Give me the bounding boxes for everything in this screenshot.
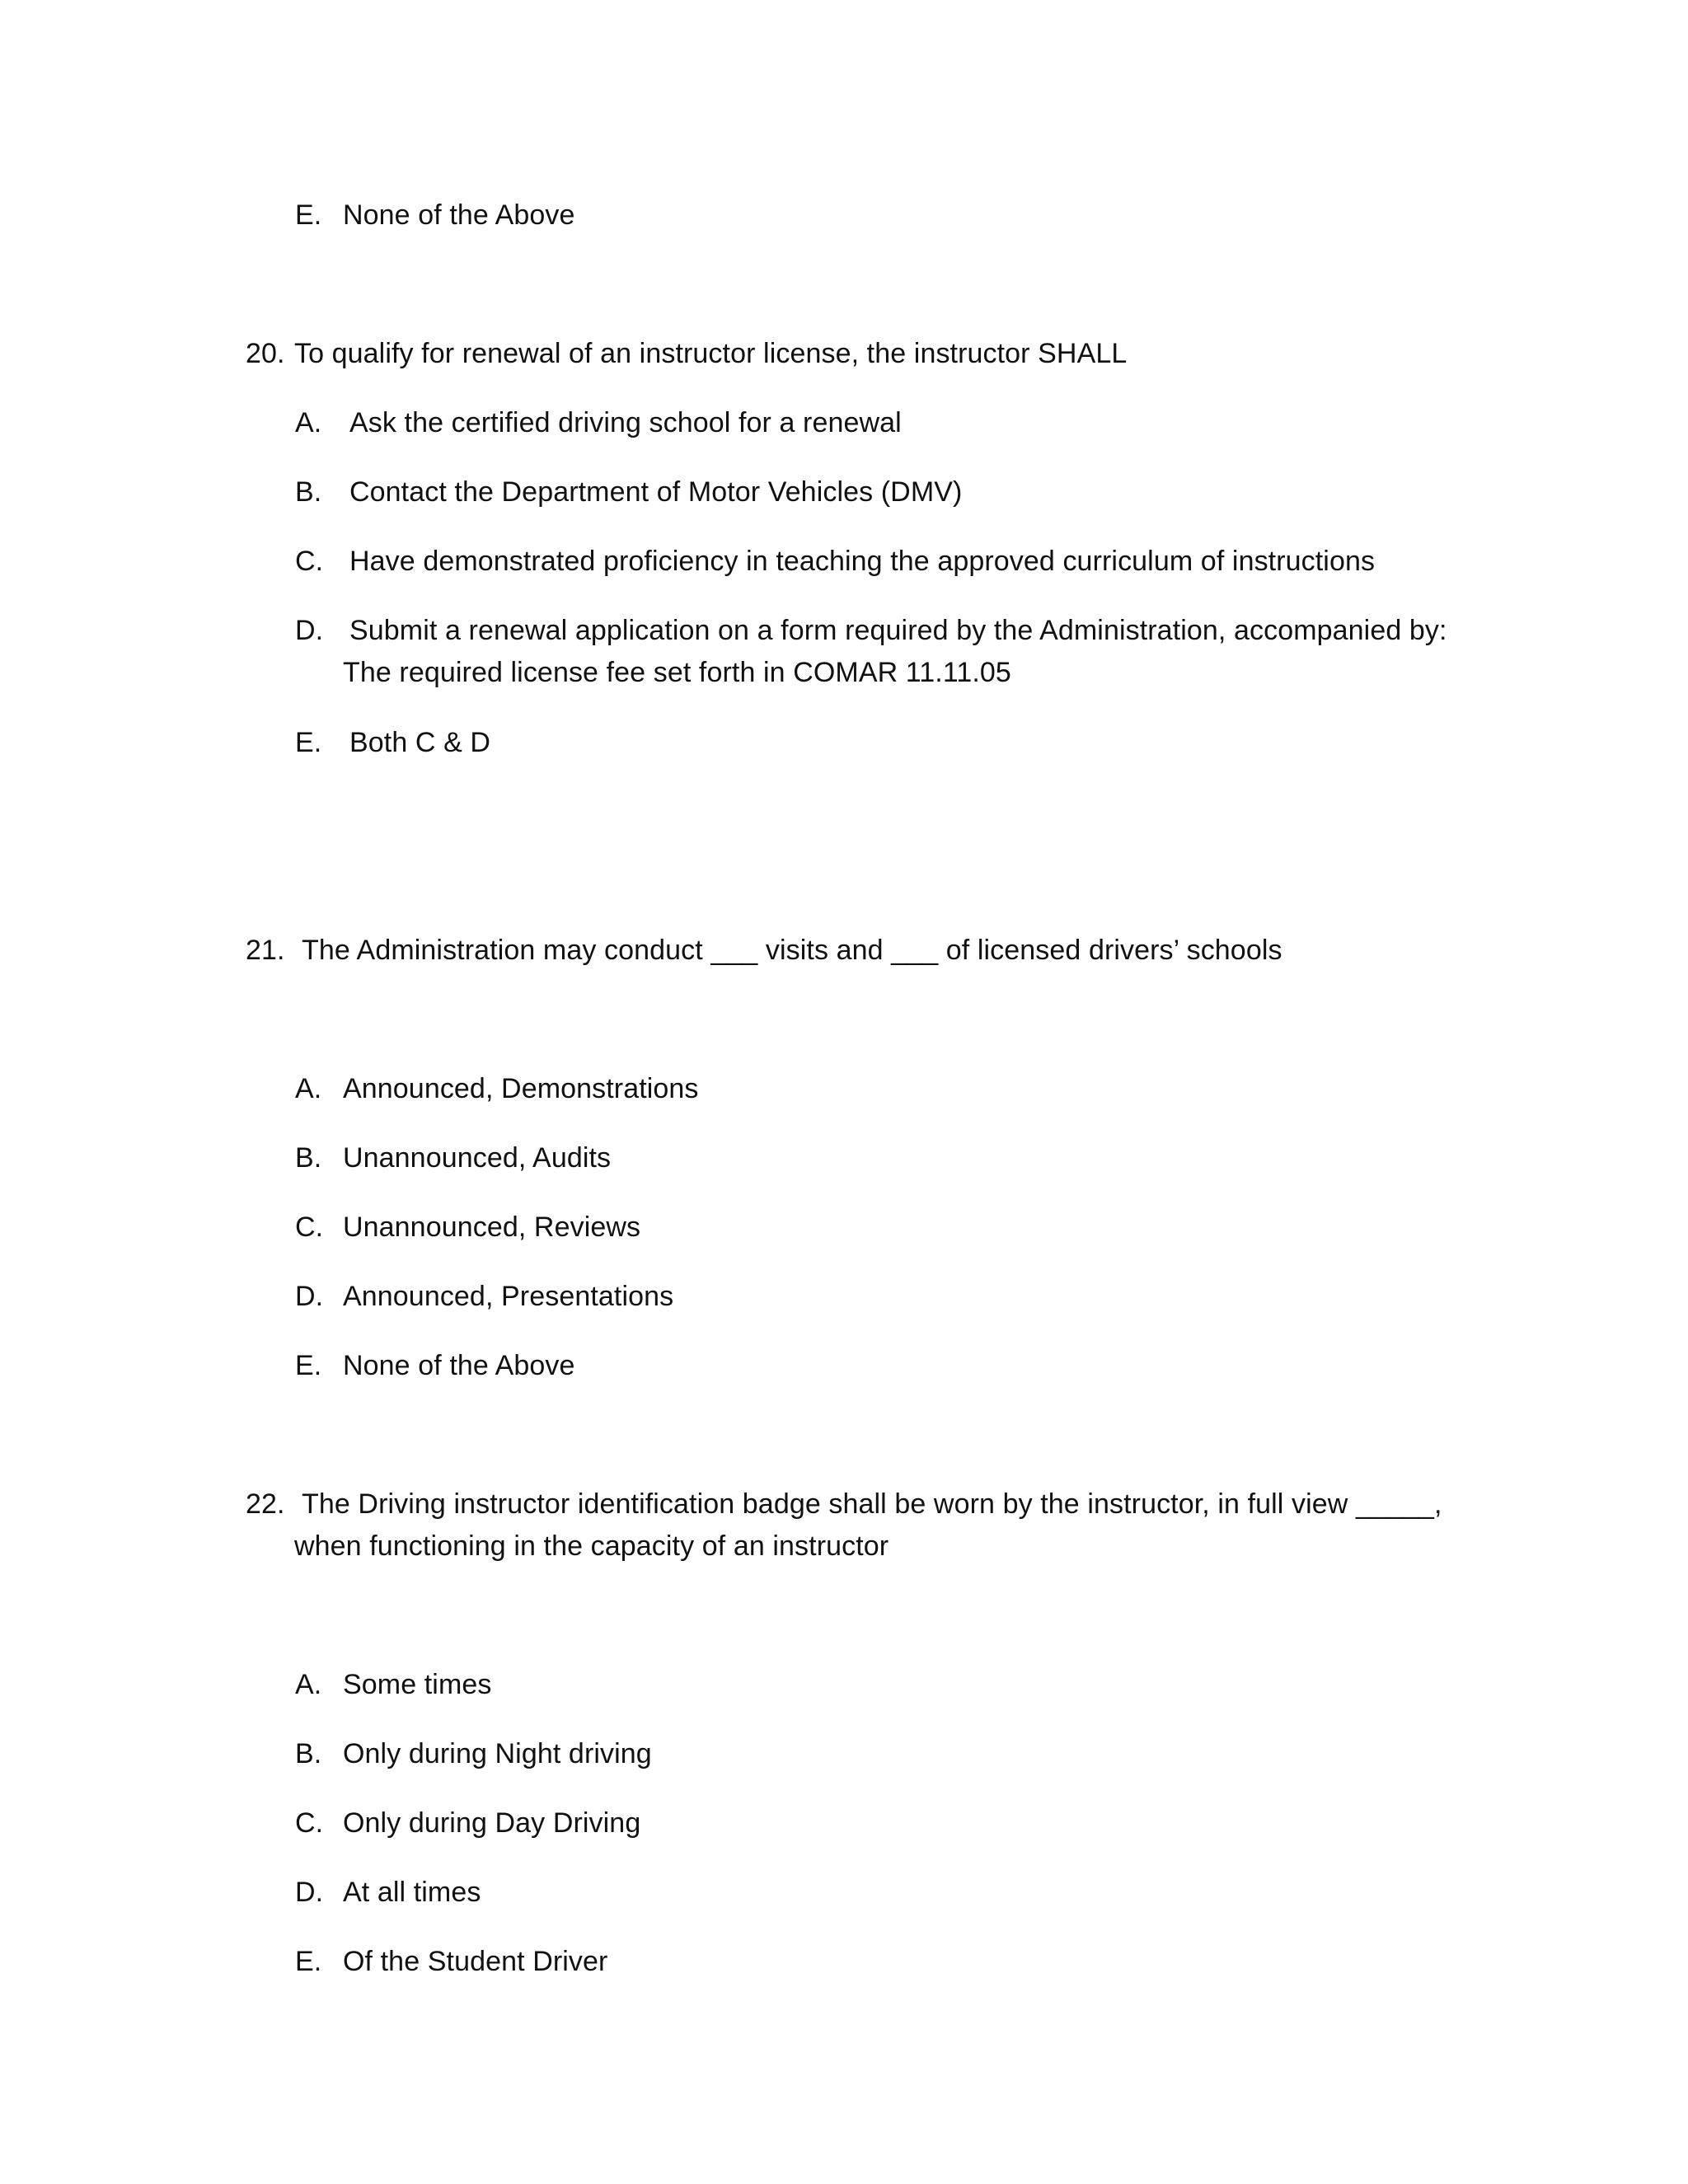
- option-text: Contact the Department of Motor Vehicles (DMV): [349, 476, 963, 508]
- question-text: The Administration may conduct ___ visits and ___ of licensed drivers’ schools: [302, 935, 1282, 966]
- option-letter: C.: [295, 546, 324, 577]
- option-text: Unannounced, Reviews: [343, 1212, 641, 1243]
- option-text-continuation: The required license fee set forth in COMAR 11.11.05: [343, 657, 1011, 688]
- option-text: Announced, Demonstrations: [343, 1073, 699, 1104]
- option-letter: D.: [295, 615, 324, 646]
- option-text: None of the Above: [343, 1350, 575, 1381]
- option-text: Of the Student Driver: [343, 1946, 608, 1977]
- option-text: Only during Night driving: [343, 1738, 652, 1769]
- option-letter: E.: [295, 727, 322, 758]
- option-text: None of the Above: [343, 199, 575, 231]
- option-letter: B.: [295, 476, 322, 508]
- question-number: 20.: [246, 338, 285, 369]
- option-letter: D.: [295, 1877, 324, 1908]
- question-number: 22.: [246, 1488, 285, 1520]
- option-letter: D.: [295, 1281, 324, 1312]
- option-letter: A.: [295, 407, 322, 438]
- option-text: Submit a renewal application on a form required by the Administration, accompanied by:: [349, 615, 1447, 646]
- option-text: Have demonstrated proficiency in teaching the approved curriculum of instructions: [349, 546, 1376, 577]
- question-number: 21.: [246, 935, 285, 966]
- question-text: The Driving instructor identification badge shall be worn by the instructor, in full view _____,: [302, 1488, 1442, 1520]
- option-letter: E.: [295, 1946, 322, 1977]
- option-text: Announced, Presentations: [343, 1281, 674, 1312]
- question-text: To qualify for renewal of an instructor license, the instructor SHALL: [294, 338, 1128, 369]
- option-letter: A.: [295, 1073, 322, 1104]
- option-text: At all times: [343, 1877, 481, 1908]
- question-text-continuation: when functioning in the capacity of an instructor: [294, 1530, 889, 1562]
- option-letter: A.: [295, 1669, 322, 1700]
- option-letter: B.: [295, 1738, 322, 1769]
- option-letter: E.: [295, 199, 322, 231]
- option-text: Ask the certified driving school for a renewal: [349, 407, 902, 438]
- option-letter: C.: [295, 1807, 324, 1839]
- option-text: Only during Day Driving: [343, 1807, 641, 1839]
- option-text: Unannounced, Audits: [343, 1142, 612, 1174]
- option-letter: E.: [295, 1350, 322, 1381]
- option-letter: B.: [295, 1142, 322, 1174]
- option-text: Both C & D: [349, 727, 491, 758]
- option-text: Some times: [343, 1669, 492, 1700]
- option-letter: C.: [295, 1212, 324, 1243]
